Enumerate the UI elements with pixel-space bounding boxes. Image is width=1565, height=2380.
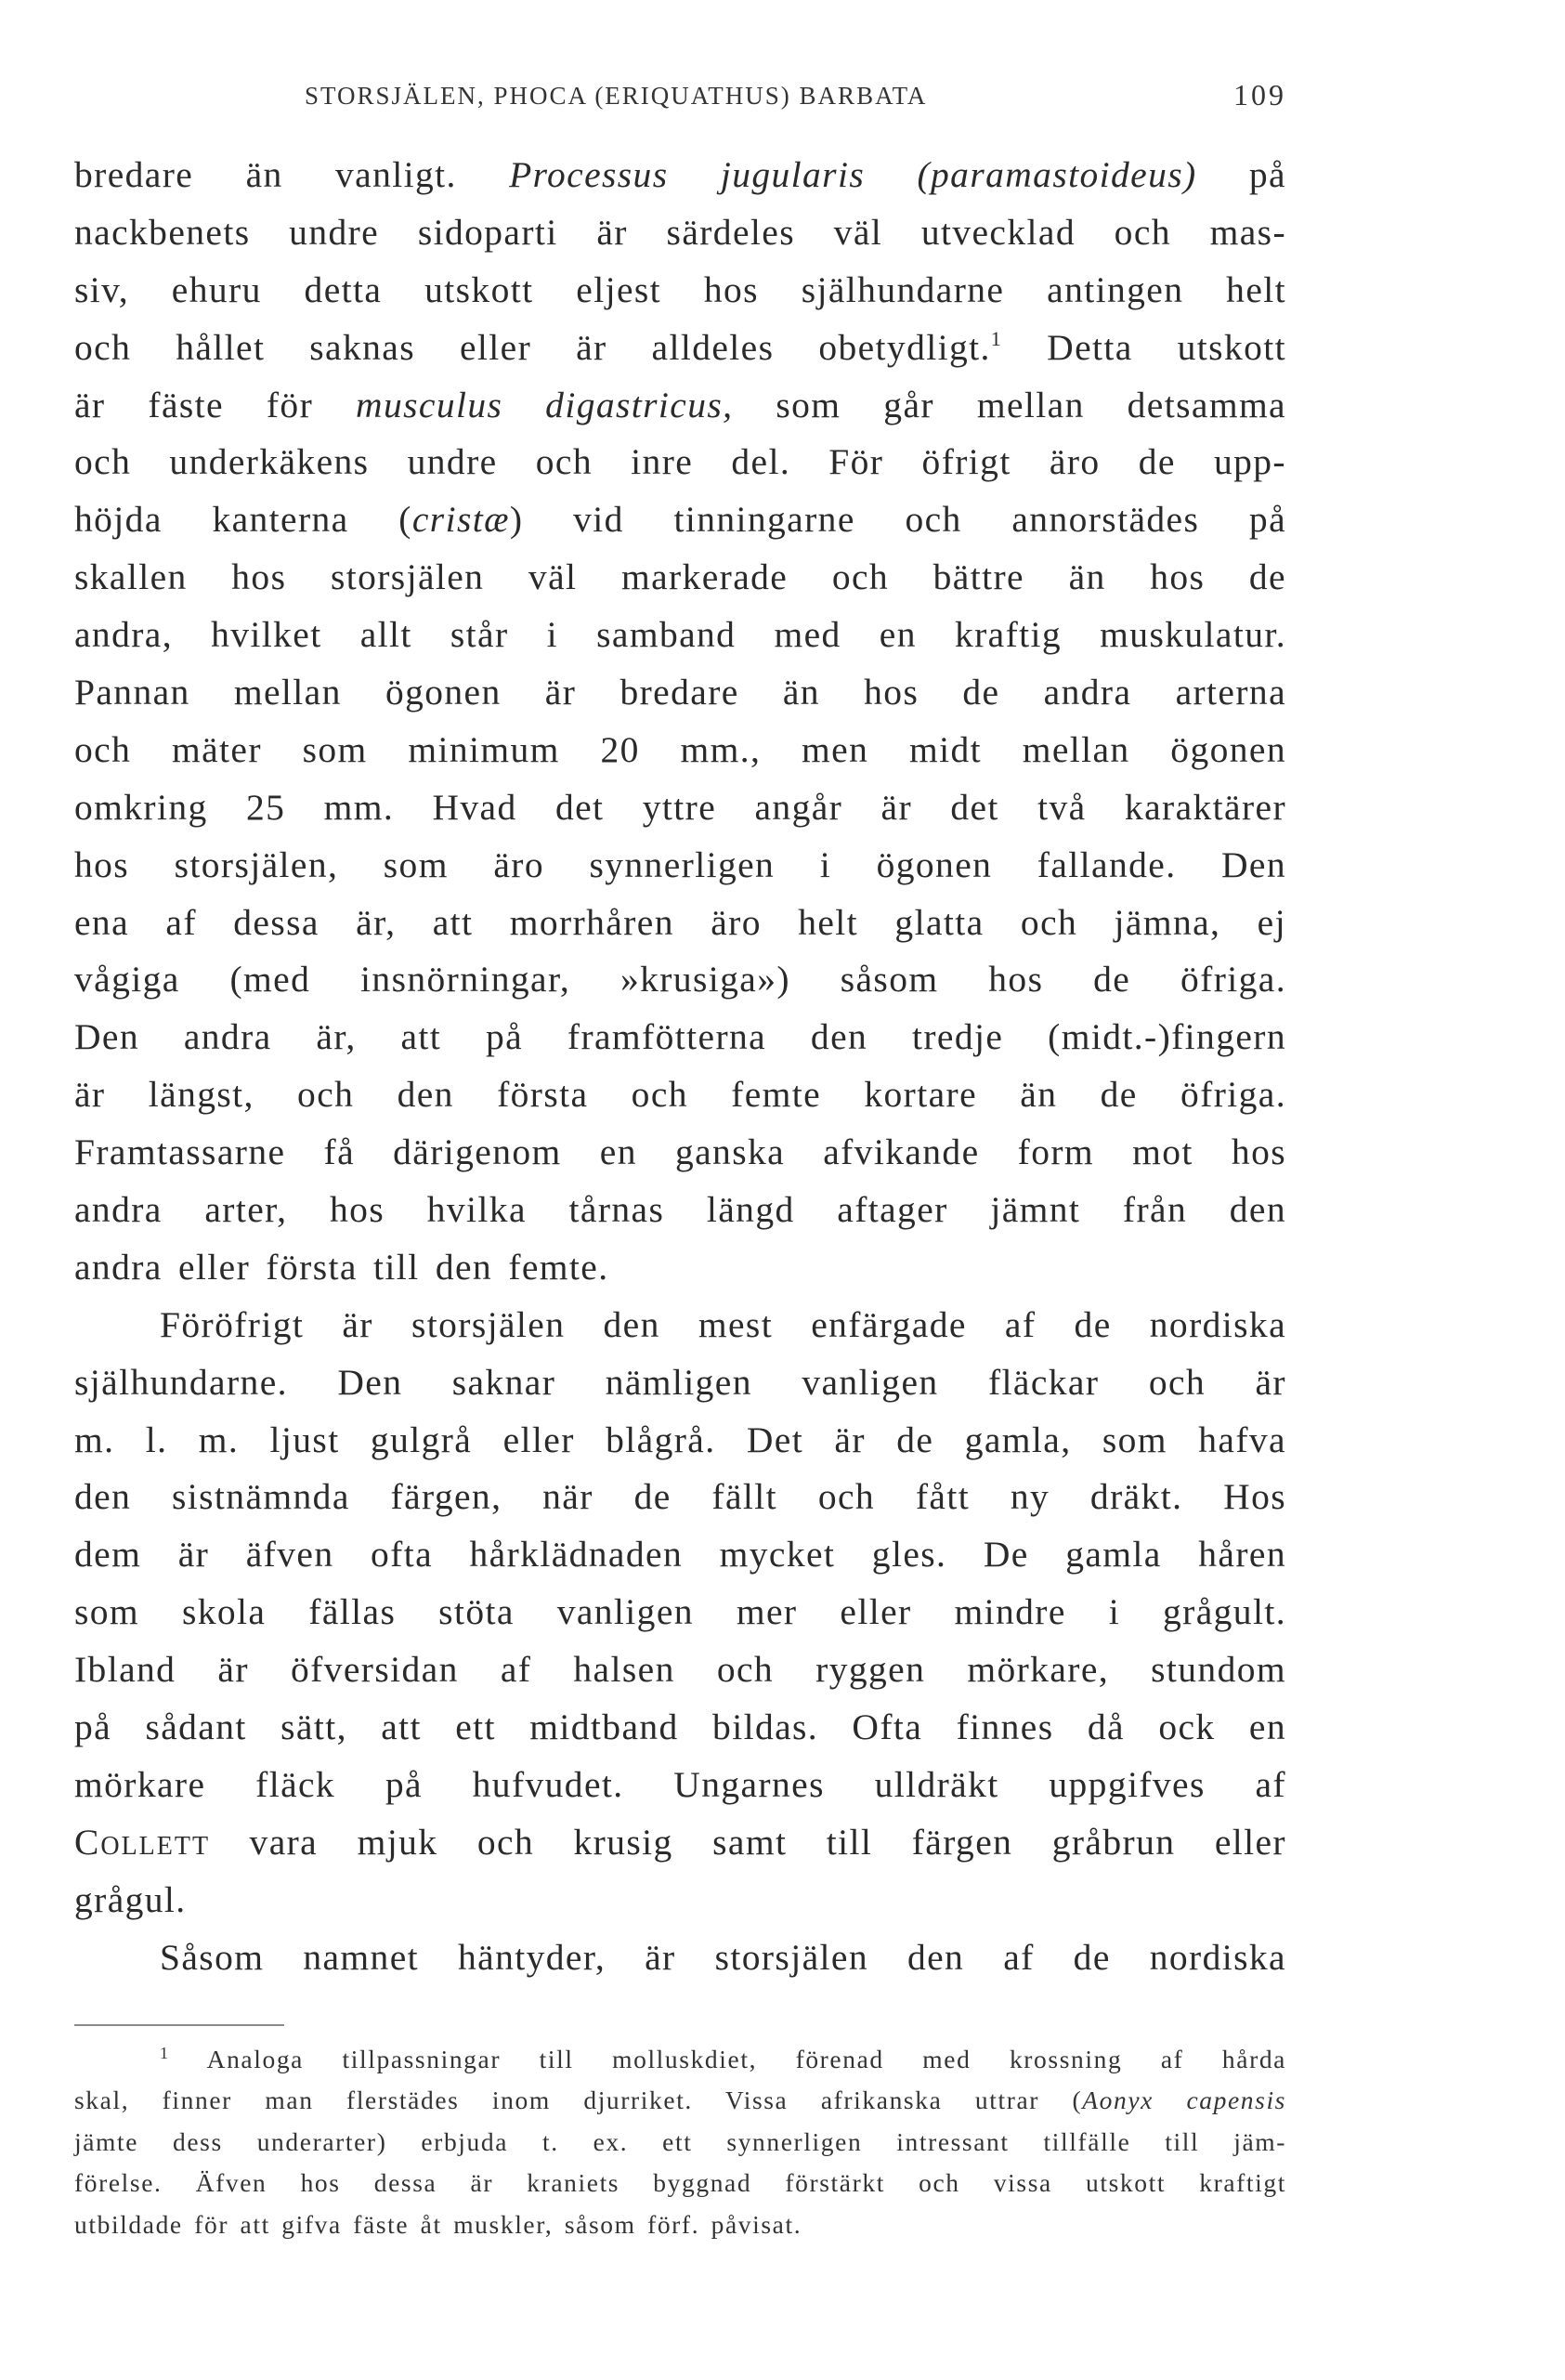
footnote-line: jämte dess underarter) erbjuda t. ex. ett synnerligen intressant tillfälle till jäm- [74,2126,1286,2156]
text-line: som skola fällas stöta vanligen mer eller mindre i grågult. [74,1591,1286,1633]
text-line: ena af dessa är, att morrhåren äro helt glatta och jämna, ej [74,901,1286,943]
text-line: nackbenets undre sidoparti är särdeles väl utvecklad och mas- [74,211,1286,253]
text-line: m. l. m. ljust gulgrå eller blågrå. Det är de gamla, som hafva [74,1419,1286,1460]
footnote-mark: 1 [160,2044,170,2062]
page-number: 109 [1233,78,1286,111]
italic-term: cristæ [411,499,510,541]
running-head [74,78,1286,119]
text-line: själhundarne. Den saknar nämligen vanligen fläckar och är [74,1361,1286,1403]
text-line: andra arter, hos hvilka tårnas längd aftager jämnt från den [74,1189,1286,1231]
text-line: och underkäkens undre och inre del. För öfrigt äro de upp- [74,441,1286,483]
text-line: Framtassarne få därigenom en ganska afvikande form mot hos [74,1131,1286,1173]
footnote-line: förelse. Äfven hos dessa är kraniets byggnad förstärkt och vissa utskott kraftigt [74,2168,1286,2198]
author-name: Collett [74,1821,211,1863]
text-line: Såsom namnet häntyder, är storsjälen den af de nordiska [160,1936,1286,1978]
text-line: Ibland är öfversidan af halsen och ryggen mörkare, stundom [74,1649,1286,1691]
running-head-title: STORSJÄLEN, PHOCA (ERIQUATHUS) BARBATA [305,82,928,110]
text-line: den sistnämnda färgen, när de fällt och fått ny dräkt. Hos [74,1476,1286,1518]
text-line: och hållet saknas eller är alldeles obetydligt.$^1$ Detta utskott [74,326,1286,368]
text-line: och mäter som minimum 20 mm., men midt mellan ögonen [74,728,1286,770]
italic-term: Processus jugularis (paramastoideus) [509,154,1197,195]
italic-term: Aonyx capensis [1082,2086,1286,2115]
text-line: Pannan mellan ögonen är bredare än hos de andra arterna [74,672,1286,713]
text-line: är fäste för musculus digastricus, som går mellan detsamma [74,384,1286,425]
text-line: skallen hos storsjälen väl markerade och bättre än hos de [74,556,1286,598]
text-line: höjda kanterna (cristæ) vid tinningarne och annorstädes på [74,499,1286,541]
text-line: dem är äfven ofta hårklädnaden mycket gles. De gamla håren [74,1534,1286,1576]
text-line: hos storsjälen, som äro synnerligen i ögonen fallande. Den [74,843,1286,885]
italic-term: musculus digastricus, [356,384,734,425]
text-line: andra eller första till den femte. [74,1246,609,1288]
text-line: på sådant sätt, att ett midtband bildas. Ofta finnes då ock en [74,1707,1286,1748]
text-line: mörkare fläck på hufvudet. Ungarnes ulldräkt uppgifves af [74,1763,1286,1805]
footnote-line: utbildade för att gifva fäste åt muskler, såsom förf. påvisat. [74,2209,802,2239]
text-line: Föröfrigt är storsjälen den mest enfärgade af de nordiska [160,1303,1286,1345]
text-line: omkring 25 mm. Hvad det yttre angår är det två karaktärer [74,786,1286,828]
footnote-line: skal, finner man flerstädes inom djurriket. Vissa afrikanska uttrar (Aonyx capensis [74,2086,1286,2115]
footnote [74,2039,1286,2245]
text-line: siv, ehuru detta utskott eljest hos själhundarne antingen helt [74,268,1286,310]
text-line: bredare än vanligt. Processus jugularis (paramastoideus) på [74,154,1286,195]
footnote-line: $^1$ Analoga tillpassningar till molluskdiet, förenad med krossning af hårda [160,2044,1286,2073]
text-line: vågiga (med insnörningar, »krusiga») såsom hos de öfriga. [74,959,1286,1000]
body-text [74,147,1286,1987]
footnote-reference: 1 [990,326,1003,350]
text-line: är längst, och den första och femte kortare än de öfriga. [74,1074,1286,1116]
text-line: andra, hvilket allt står i samband med en kraftig muskulatur. [74,614,1286,656]
footnote-divider [74,2024,284,2026]
text-line: grågul. [74,1878,187,1920]
text-line: Collett vara mjuk och krusig samt till färgen gråbrun eller [74,1821,1286,1863]
text-line: Den andra är, att på framfötterna den tredje (midt.-)fingern [74,1016,1286,1058]
